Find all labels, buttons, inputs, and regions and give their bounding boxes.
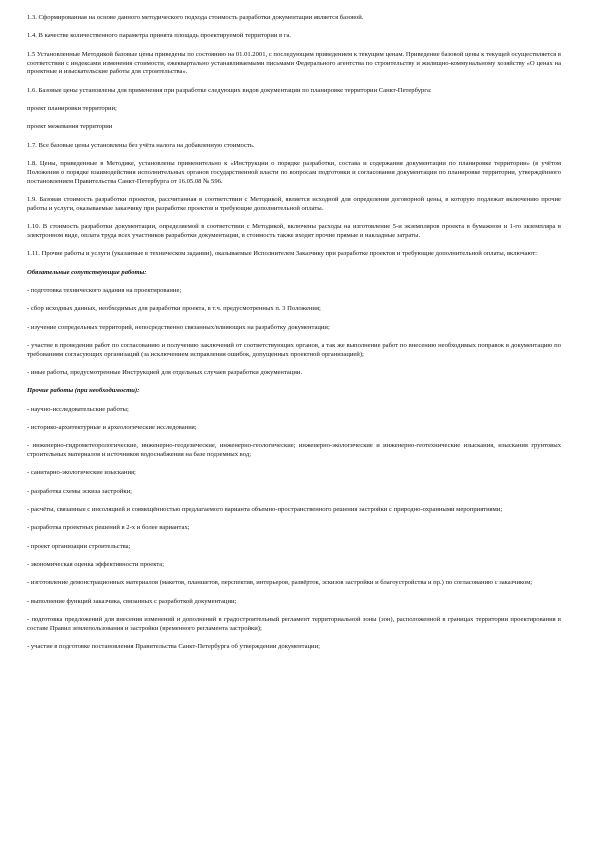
other-works-heading: Прочие работы (при необходимости):	[27, 387, 140, 395]
list-item: - выполнение функций заказчика, связанных с разработкой документации;	[27, 597, 237, 605]
paragraph-1-11: 1.11. Прочие работы и услуги (указанные в техническом задании), оказываемые Исполнителем Заказчику при разработке проектов и требующие дополнительной оплаты, включают:	[27, 250, 538, 258]
paragraph-1-4: 1.4. В качестве количественного параметра принята площадь проектируемой территории в га.	[27, 32, 292, 40]
list-item-survey-project: проект межевания территории	[27, 123, 113, 131]
paragraph-1-7: 1.7. Все базовые цены установлены без учёта налога на добавленную стоимость.	[27, 141, 255, 149]
list-item: - санитарно-экологические изыскания;	[27, 469, 136, 477]
list-item: - научно-исследовательские работы;	[27, 405, 129, 413]
paragraph-1-6: 1.6. Базовые цены установлены для применения при разработке следующих видов документации по планировке территории Санкт-Петербурга:	[27, 86, 432, 94]
paragraph-1-10: 1.10. В стоимость разработки документации, определяемой в соответствии с Методикой, включены расходы на изготовление 5-и экземпляров проекта в бумажном и 1-го экземпляра в электронном виде, оплата труда всех участников разработки документации, в стоимость также входят прочие прямые и накладные затраты.	[27, 223, 561, 240]
list-item: - иные работы, предусмотренные Инструкцией для отдельных случаев разработки документации.	[27, 369, 303, 377]
list-item: - сбор исходных данных, необходимых для разработки проекта, в т.ч. предусмотренных п. 3 Положения;	[27, 305, 321, 313]
paragraph-1-9: 1.9. Базовая стоимость разработки проектов, рассчитанная в соответствии с Методикой, является исходной для определения договорной цены, в которую подлежат включению прочие работы и услуги, оказываемые заказчику при разработке проектов и требующие дополнительной оплаты.	[27, 196, 561, 212]
list-item: - подготовка предложений для внесения изменений и дополнений в градостроительный регламент территориальной зоны (зон), расположенной в границах территории проектирования в составе Правил землепользования и застройки (временного регламента застройки);	[27, 615, 561, 632]
list-item: - инженерно-гидрометеорологические, инженерно-геодезические, инженерно-геологические; инженерно-экологические и инженерно-геотехнические изыскания, изыскания грунтовых строительных материалов и источников водоснабжения на базе подземных вод;	[27, 442, 561, 459]
list-item: - разработка схемы эскиза застройки;	[27, 487, 132, 495]
list-item: - участие в проведении работ по согласованию и получению заключений от соответствующих органов, а так же выполнение работ по внесению необходимых поправок в документацию по требованиям согласующих организаций (за исключением исправления ошибок, допущенных проектной организацией);	[27, 341, 561, 358]
list-item: - историко-архитектурные и археологические исследования;	[27, 423, 197, 431]
list-item-planning-project: проект планировки территории;	[27, 105, 117, 112]
mandatory-works-heading: Обязательные сопутствующие работы:	[27, 268, 147, 276]
paragraph-1-3: 1.3. Сформированная на основе данного методического подхода стоимость разработки документации является базовой.	[27, 14, 364, 21]
list-item: - изготовление демонстрационных материалов (макетов, планшетов, перспектив, интерьеров, развёрток, эскизов застройки и благоустройства и пр.) по согласованию с заказчиком;	[27, 579, 533, 587]
paragraph-1-5: 1.5 Установленные Методикой базовые цены приведены по состоянию на 01.01.2001, с последующим приведением к текущим ценам. Приведение базовой цены к текущей осуществляется в соответствии с индексами изменения стоимости, ежеквартально устанавливаемыми письмами Федерального агентства по строительству и жилищно-коммунальному хозяйству «О ценах на проектные и изыскательские работы для строительства».	[27, 50, 561, 76]
paragraph-1-8: 1.8. Цены, приведенные в Методике, установлены применительно к «Инструкции о порядке разработки, состава и содержания документации по планировке территории» (в учётом Положения о порядке взаимодействия исполнительных органов государственной власти по вопросам подготовки и согласования документации по планировке территории, утверждённого постановлением Правительства Санкт-Петербурга от 16.05.08 № 596.	[27, 159, 561, 185]
list-item: - изучение сопредельных территорий, непосредственно связанных/влияющих на разработку документации;	[27, 323, 330, 331]
list-item: - проект организации строительства;	[27, 542, 131, 550]
list-item: - участие в подготовке постановления Правительства Санкт-Петербурга об утверждении документации;	[27, 643, 320, 651]
list-item: - разработка проектных решений в 2-х и более вариантах;	[27, 524, 190, 532]
list-item: - экономическая оценка эффективности проекта;	[27, 560, 165, 568]
list-item: - подготовка технического задания на проектирование;	[27, 287, 182, 294]
list-item: - расчёты, связанные с инсоляцией и совмещённостью предлагаемого варианта объемно-пространственного решения застройки с природно-охранными мероприятиями;	[27, 506, 503, 514]
